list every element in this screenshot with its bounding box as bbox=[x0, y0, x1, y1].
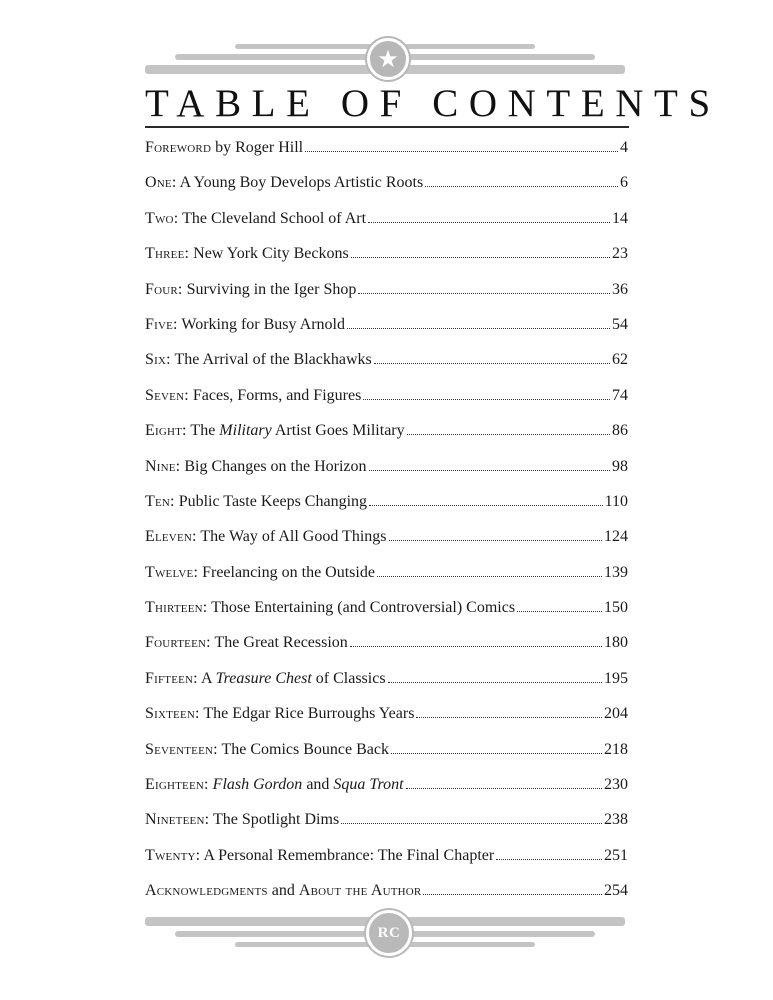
toc-entry-chapter-7[interactable] bbox=[145, 387, 628, 422]
entry-title bbox=[145, 705, 414, 723]
page-number: 139 bbox=[604, 563, 628, 581]
page-number: 98 bbox=[612, 457, 628, 475]
toc-entry-chapter-15[interactable] bbox=[145, 670, 628, 705]
chapter-title: The Spotlight Dims bbox=[209, 811, 340, 829]
chapter-title: Working for Busy Arnold bbox=[177, 315, 345, 333]
entry-title-part: and bbox=[267, 882, 299, 900]
entry-title bbox=[145, 351, 372, 369]
chapter-number: Foreword bbox=[145, 139, 212, 156]
title-divider bbox=[145, 126, 629, 128]
entry-title bbox=[145, 882, 421, 900]
page-number: 238 bbox=[604, 811, 628, 829]
page-number: 180 bbox=[604, 634, 628, 652]
dot-leader bbox=[388, 682, 602, 683]
dot-leader bbox=[305, 151, 618, 152]
chapter-number: Eleven: bbox=[145, 528, 197, 546]
chapter-title-part: of Classics bbox=[311, 669, 386, 687]
chapter-number: Twelve: bbox=[145, 563, 199, 581]
chapter-title: The Great Recession bbox=[210, 634, 348, 652]
chapter-title: by Roger Hill bbox=[211, 139, 304, 156]
toc-entry-chapter-12[interactable] bbox=[145, 564, 628, 599]
toc-entry-chapter-4[interactable] bbox=[145, 281, 628, 316]
dot-leader bbox=[369, 470, 610, 471]
chapter-number: Ten: bbox=[145, 492, 175, 510]
entry-title bbox=[145, 847, 494, 865]
page-number: 230 bbox=[604, 776, 628, 794]
toc-entry-chapter-18[interactable] bbox=[145, 776, 628, 811]
entry-title bbox=[145, 811, 339, 829]
entry-title bbox=[145, 564, 375, 582]
section-name: About the Author bbox=[298, 882, 422, 900]
chapter-title: New York City Beckons bbox=[189, 245, 349, 263]
toc-entry-chapter-6[interactable] bbox=[145, 351, 628, 386]
toc-entry-chapter-17[interactable] bbox=[145, 741, 628, 776]
page-number: 54 bbox=[612, 315, 628, 333]
chapter-title: Freelancing on the Outside bbox=[198, 563, 375, 581]
chapter-title: Faces, Forms, and Figures bbox=[188, 386, 362, 404]
entry-title bbox=[145, 422, 405, 440]
chapter-number: Nine: bbox=[145, 457, 181, 475]
chapter-number: Fourteen: bbox=[145, 634, 211, 652]
dot-leader bbox=[406, 788, 602, 789]
dot-leader bbox=[363, 399, 610, 400]
dot-leader bbox=[416, 717, 602, 718]
dot-leader bbox=[517, 611, 602, 612]
toc-entry-chapter-9[interactable] bbox=[145, 458, 628, 493]
entry-title bbox=[145, 281, 356, 299]
toc-entry-foreword[interactable] bbox=[145, 139, 628, 174]
page-number: 86 bbox=[612, 422, 628, 440]
dot-leader bbox=[358, 293, 610, 294]
page-number: 251 bbox=[604, 846, 628, 864]
page-number: 62 bbox=[612, 351, 628, 369]
chapter-number: Nineteen: bbox=[145, 811, 210, 829]
page-number: 74 bbox=[612, 386, 628, 404]
toc-entry-chapter-8[interactable] bbox=[145, 422, 628, 457]
dot-leader bbox=[496, 859, 602, 860]
dot-leader bbox=[374, 363, 610, 364]
page-number: 4 bbox=[620, 139, 628, 156]
page-number: 23 bbox=[612, 245, 628, 263]
entry-title bbox=[145, 670, 386, 688]
section-name: Acknowledgments bbox=[145, 882, 268, 900]
chapter-title-part: and bbox=[302, 776, 334, 794]
page-number: 204 bbox=[604, 705, 628, 723]
chapter-title-italic: Military bbox=[219, 422, 272, 440]
dot-leader bbox=[368, 222, 610, 223]
top-ornament bbox=[145, 36, 625, 86]
entry-title bbox=[145, 493, 367, 511]
chapter-title: A Personal Remembrance: The Final Chapter bbox=[200, 846, 495, 864]
page-title: TABLE OF CONTENTS bbox=[145, 82, 721, 125]
dot-leader bbox=[350, 646, 602, 647]
dot-leader bbox=[423, 894, 602, 895]
dot-leader bbox=[389, 540, 603, 541]
toc-entry-chapter-13[interactable] bbox=[145, 599, 628, 634]
dot-leader bbox=[377, 576, 602, 577]
entry-title bbox=[145, 528, 387, 546]
toc-entry-chapter-3[interactable] bbox=[145, 245, 628, 280]
chapter-title: A Young Boy Develops Artistic Roots bbox=[176, 174, 424, 192]
entry-title bbox=[145, 458, 367, 476]
chapter-title-italic: Squa Tront bbox=[333, 776, 404, 794]
chapter-number: Eight: bbox=[145, 422, 187, 440]
entry-title bbox=[145, 776, 404, 794]
chapter-title: Those Entertaining (and Controversial) Comics bbox=[207, 599, 516, 617]
page-number: 14 bbox=[612, 209, 628, 227]
dot-leader bbox=[369, 505, 603, 506]
toc-entry-chapter-19[interactable] bbox=[145, 811, 628, 846]
toc-entry-chapter-11[interactable] bbox=[145, 528, 628, 563]
chapter-title-part: The bbox=[186, 422, 220, 440]
entry-title bbox=[145, 599, 515, 617]
dot-leader bbox=[407, 434, 610, 435]
toc-entry-chapter-2[interactable] bbox=[145, 210, 628, 245]
chapter-number: Seven: bbox=[145, 386, 189, 404]
chapter-number: Eighteen: bbox=[145, 776, 209, 794]
chapter-title: Public Taste Keeps Changing bbox=[174, 492, 368, 510]
star-icon: ★ bbox=[367, 38, 409, 80]
rc-monogram-logo: RC bbox=[366, 910, 412, 956]
toc-entry-chapter-5[interactable] bbox=[145, 316, 628, 351]
chapter-number: Sixteen: bbox=[145, 705, 200, 723]
chapter-number: Five: bbox=[145, 315, 178, 333]
bottom-ornament bbox=[145, 908, 625, 958]
chapter-title-italic: Treasure Chest bbox=[215, 669, 312, 687]
page-number: 195 bbox=[604, 669, 628, 687]
chapter-number: Four: bbox=[145, 280, 183, 298]
entry-title bbox=[145, 174, 423, 192]
entry-title bbox=[145, 741, 389, 759]
chapter-number: Fifteen: bbox=[145, 669, 198, 687]
chapter-title: The Cleveland School of Art bbox=[178, 209, 367, 227]
entry-title bbox=[145, 634, 348, 652]
chapter-title: Big Changes on the Horizon bbox=[180, 457, 367, 475]
page-number: 150 bbox=[604, 599, 628, 617]
entry-title bbox=[145, 210, 366, 228]
toc-entry-chapter-1[interactable] bbox=[145, 174, 628, 209]
chapter-title-part: A bbox=[197, 669, 216, 687]
page-number: 110 bbox=[604, 492, 628, 510]
page-number: 218 bbox=[604, 740, 628, 758]
chapter-number: Twenty: bbox=[145, 846, 201, 864]
chapter-number: Thirteen: bbox=[145, 599, 208, 617]
page-number: 254 bbox=[604, 882, 628, 900]
chapter-number: Three: bbox=[145, 245, 190, 263]
chapter-title: The Arrival of the Blackhawks bbox=[170, 351, 372, 369]
chapter-title: The Way of All Good Things bbox=[196, 528, 387, 546]
dot-leader bbox=[347, 328, 610, 329]
entry-title bbox=[145, 316, 345, 334]
entry-title bbox=[145, 139, 303, 157]
dot-leader bbox=[425, 186, 618, 187]
page-number: 6 bbox=[620, 174, 628, 192]
chapter-title: The Comics Bounce Back bbox=[217, 740, 390, 758]
chapter-number: Two: bbox=[145, 209, 179, 227]
entry-title bbox=[145, 245, 349, 263]
page-number: 36 bbox=[612, 280, 628, 298]
toc-entry-chapter-10[interactable] bbox=[145, 493, 628, 528]
dot-leader bbox=[351, 257, 610, 258]
toc-entry-chapter-20[interactable] bbox=[145, 847, 628, 882]
chapter-title: The Edgar Rice Burroughs Years bbox=[199, 705, 415, 723]
chapter-number: Six: bbox=[145, 351, 171, 369]
table-of-contents bbox=[145, 139, 628, 918]
entry-title bbox=[145, 387, 361, 405]
chapter-number: One: bbox=[145, 174, 177, 192]
page-number: 124 bbox=[604, 528, 628, 546]
toc-entry-chapter-14[interactable] bbox=[145, 634, 628, 669]
chapter-title-italic: Flash Gordon bbox=[212, 776, 303, 794]
chapter-title-part: Artist Goes Military bbox=[271, 422, 405, 440]
toc-entry-chapter-16[interactable] bbox=[145, 705, 628, 740]
chapter-number: Seventeen: bbox=[145, 740, 218, 758]
dot-leader bbox=[341, 823, 602, 824]
dot-leader bbox=[391, 753, 602, 754]
chapter-title: Surviving in the Iger Shop bbox=[182, 280, 357, 298]
